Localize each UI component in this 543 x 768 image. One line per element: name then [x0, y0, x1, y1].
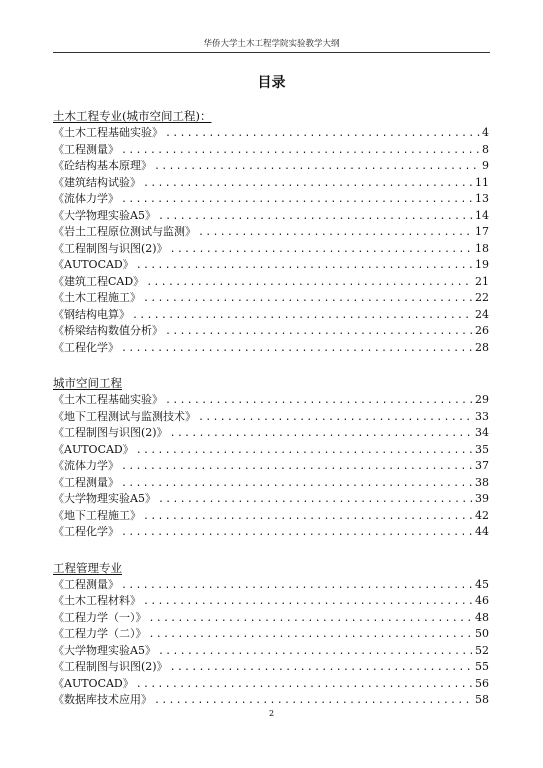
toc-entry-title: 《AUTOCAD》 — [53, 258, 134, 271]
dot-leader — [165, 324, 473, 341]
toc-entry-page: 37 — [475, 459, 489, 472]
toc-entry[interactable] — [53, 442, 489, 459]
toc-entry-title: 《工程化学》 — [53, 340, 119, 354]
toc-entry-page: 28 — [475, 340, 489, 354]
dot-leader — [132, 308, 473, 325]
running-header: 华侨大学土木工程学院实验教学大纲 — [203, 39, 340, 49]
dot-leader — [121, 578, 473, 595]
toc-entry[interactable] — [53, 208, 489, 225]
toc-entry-page: 44 — [475, 525, 489, 538]
dot-leader — [121, 525, 473, 542]
dot-leader — [170, 660, 473, 677]
toc-entry[interactable] — [53, 524, 489, 541]
toc-entry-title: 《岩土工程原位测试与监测》 — [53, 225, 196, 238]
dot-leader — [121, 459, 473, 476]
toc-entry[interactable] — [53, 257, 489, 274]
toc-entry[interactable] — [53, 175, 489, 192]
toc-entry[interactable] — [53, 307, 489, 324]
toc-entry-title: 《钢结构电算》 — [53, 307, 130, 321]
dot-leader — [170, 242, 473, 259]
toc-entry-title: 《土木工程基础实验》 — [53, 393, 163, 406]
toc-entry-page: 50 — [475, 627, 489, 640]
toc-entry-title: 《工程测量》 — [53, 577, 119, 591]
toc-entry[interactable] — [53, 577, 489, 594]
toc-entry[interactable] — [53, 125, 489, 142]
toc-entry[interactable] — [53, 241, 489, 258]
table-of-contents — [53, 108, 489, 709]
toc-entry[interactable] — [53, 475, 489, 492]
dot-leader — [146, 275, 473, 292]
toc-entry-title: 《流体力学》 — [53, 459, 119, 472]
toc-entry[interactable] — [53, 323, 489, 340]
dot-leader — [149, 611, 474, 628]
toc-entry-title: 《工程制图与识图(2)》 — [53, 660, 168, 673]
toc-entry[interactable] — [53, 274, 489, 291]
header-divider — [53, 52, 490, 53]
dot-leader — [143, 176, 473, 193]
toc-entry-title: 《数据库技术应用》 — [53, 693, 152, 706]
dot-leader — [143, 594, 473, 611]
toc-entry-title: 《桥梁结构数值分析》 — [53, 324, 163, 337]
toc-entry[interactable] — [53, 508, 489, 525]
toc-entry-title: 《大学物理实验A5》 — [53, 643, 156, 657]
toc-entry[interactable] — [53, 593, 489, 610]
dot-leader — [136, 443, 473, 460]
dot-leader — [149, 627, 474, 644]
dot-leader — [198, 225, 473, 242]
toc-entry-title: 《地下工程测试与监测技术》 — [53, 409, 196, 423]
toc-entry-page: 45 — [475, 577, 489, 591]
section-spacer — [53, 541, 489, 560]
toc-entry[interactable] — [53, 458, 489, 475]
toc-entry[interactable] — [53, 191, 489, 208]
toc-entry-title: 《AUTOCAD》 — [53, 676, 134, 690]
dot-leader — [121, 143, 480, 160]
toc-entry-page: 22 — [475, 291, 489, 304]
toc-entry-page: 34 — [475, 426, 489, 439]
toc-entry-page: 21 — [475, 274, 489, 288]
toc-entry-page: 9 — [482, 159, 489, 172]
toc-entry-title: 《AUTOCAD》 — [53, 442, 134, 456]
toc-entry-title: 《工程测量》 — [53, 475, 119, 489]
toc-entry-title: 《流体力学》 — [53, 192, 119, 205]
toc-entry-page: 8 — [482, 142, 489, 156]
toc-entry-title: 《工程制图与识图(2)》 — [53, 426, 168, 439]
dot-leader — [121, 341, 473, 358]
toc-entry-page: 35 — [475, 442, 489, 456]
toc-entry[interactable] — [53, 610, 489, 627]
dot-leader — [158, 492, 473, 509]
toc-entry-page: 48 — [475, 610, 489, 624]
toc-entry-page: 4 — [482, 126, 489, 139]
toc-section — [53, 375, 489, 541]
section-title[interactable]: 土木工程专业(城市空间工程)： — [53, 109, 212, 123]
toc-entry-page: 38 — [475, 475, 489, 489]
section-spacer — [53, 356, 489, 375]
dot-leader — [136, 258, 473, 275]
toc-entry-page: 58 — [475, 693, 489, 706]
toc-entry-page: 13 — [475, 192, 489, 205]
toc-entry-title: 《砼结构基本原理》 — [53, 159, 152, 172]
toc-entry-title: 《工程测量》 — [53, 142, 119, 156]
dot-leader — [136, 677, 473, 694]
toc-entry-page: 24 — [475, 307, 489, 321]
toc-entry-page: 55 — [475, 660, 489, 673]
toc-entry[interactable] — [53, 158, 489, 175]
toc-entry-page: 42 — [475, 508, 489, 522]
toc-entry-page: 33 — [475, 409, 489, 423]
dot-leader — [121, 192, 473, 209]
toc-entry[interactable] — [53, 409, 489, 426]
toc-entry[interactable] — [53, 676, 489, 693]
page-title: 目录 — [257, 75, 286, 91]
toc-entry-page: 56 — [475, 676, 489, 690]
toc-entry[interactable] — [53, 626, 489, 643]
toc-entry-title: 《工程制图与识图(2)》 — [53, 241, 168, 255]
toc-entry[interactable] — [53, 643, 489, 660]
toc-entry[interactable] — [53, 392, 489, 409]
toc-entry[interactable] — [53, 224, 489, 241]
toc-entry-page: 18 — [475, 241, 489, 255]
dot-leader — [158, 209, 473, 226]
section-title[interactable]: 城市空间工程 — [53, 376, 122, 390]
toc-entry[interactable] — [53, 142, 489, 159]
toc-entry-page: 52 — [475, 643, 489, 657]
page-number: 2 — [268, 709, 275, 718]
dot-leader — [158, 644, 473, 661]
dot-leader — [143, 291, 473, 308]
toc-entry[interactable] — [53, 491, 489, 508]
dot-leader — [165, 393, 473, 410]
dot-leader — [154, 693, 473, 710]
toc-entry-page: 39 — [475, 492, 489, 505]
toc-entry-title: 《建筑工程CAD》 — [53, 274, 145, 288]
toc-entry-title: 《地下工程施工》 — [53, 508, 141, 522]
toc-entry-title: 《工程化学》 — [53, 525, 119, 538]
toc-entry[interactable] — [53, 659, 489, 676]
toc-entry[interactable] — [53, 425, 489, 442]
toc-entry-page: 11 — [475, 175, 489, 189]
dot-leader — [165, 126, 480, 143]
toc-entry[interactable] — [53, 340, 489, 357]
toc-entry-title: 《工程力学（一）》 — [53, 610, 147, 624]
toc-entry-title: 《工程力学（二）》 — [53, 627, 147, 640]
dot-leader — [121, 476, 473, 493]
toc-entry-page: 14 — [475, 208, 489, 222]
toc-entry-page: 46 — [475, 594, 489, 607]
dot-leader — [143, 509, 473, 526]
toc-entry-title: 《大学物理实验A5》 — [53, 492, 156, 505]
toc-entry-title: 《土木工程基础实验》 — [53, 126, 163, 139]
toc-entry[interactable] — [53, 290, 489, 307]
toc-entry-title: 《大学物理实验A5》 — [53, 208, 156, 222]
toc-entry-page: 17 — [475, 225, 489, 238]
dot-leader — [198, 410, 473, 427]
toc-entry-page: 26 — [475, 324, 489, 337]
toc-entry-title: 《土木工程材料》 — [53, 594, 141, 607]
toc-section — [53, 560, 489, 709]
toc-entry[interactable] — [53, 692, 489, 709]
toc-entry-page: 19 — [475, 258, 489, 271]
section-title[interactable]: 工程管理专业 — [53, 560, 122, 575]
toc-entry-title: 《建筑结构试验》 — [53, 175, 141, 189]
dot-leader — [170, 426, 473, 443]
toc-entry-page: 29 — [475, 393, 489, 406]
toc-entry-title: 《土木工程施工》 — [53, 291, 141, 304]
dot-leader — [154, 159, 480, 176]
toc-section — [53, 108, 489, 356]
